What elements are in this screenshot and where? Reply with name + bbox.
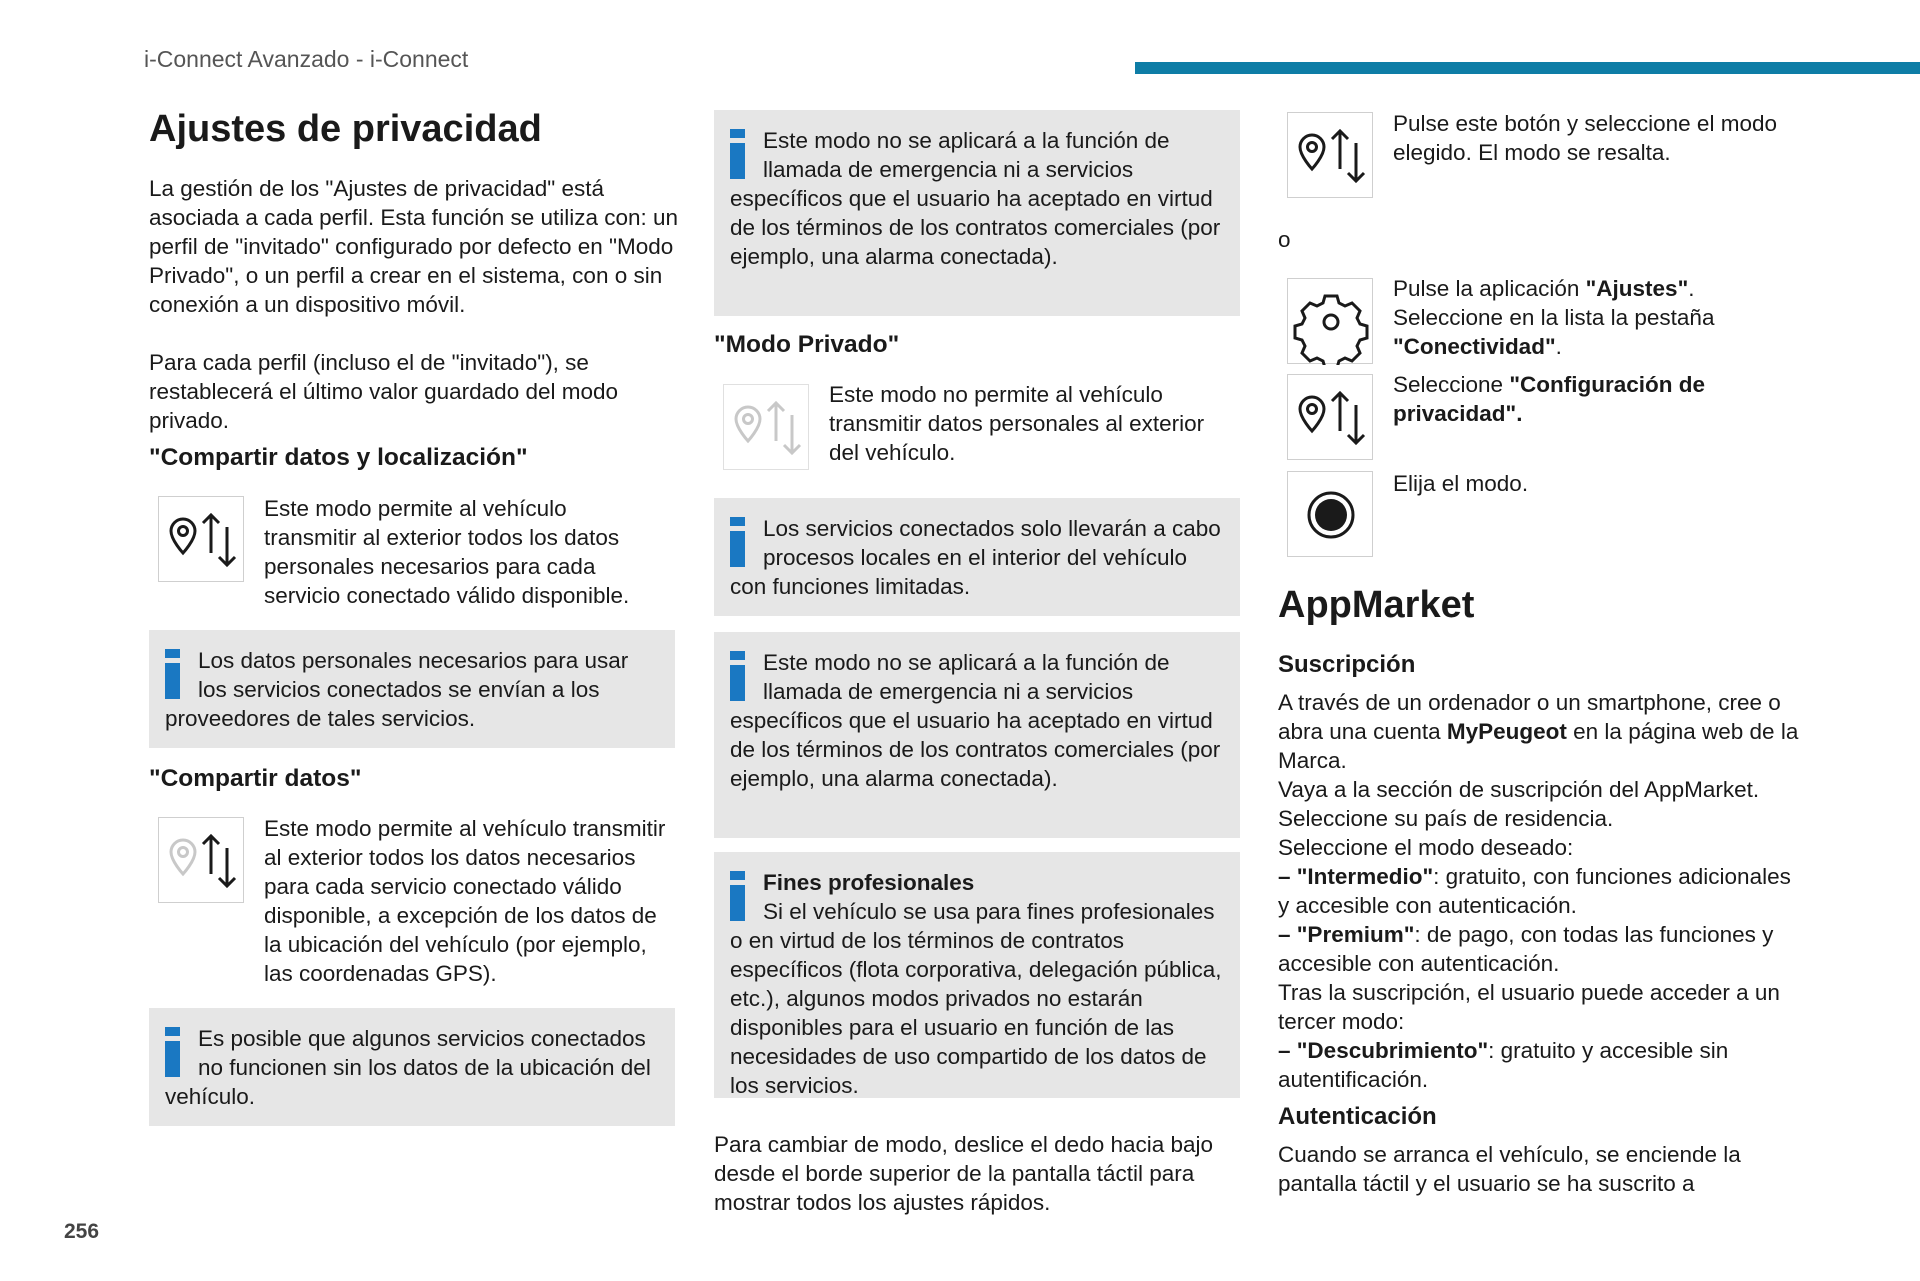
info-note-emergency-1 [714,110,1240,316]
change-mode-instructions: Para cambiar de modo, deslice el dedo hacia bajo desde el borde superior de la pantalla táctil para mostrar todos los ajustes rápidos. [714,1132,1214,1215]
info-note-text: Este modo no se aplicará a la función de llamada de emergencia ni a servicios específicos que el usuario ha aceptado en virtud de los términos de los contratos comerciales (por ejemplo, una alarma conectada). [730,650,1221,791]
info-note-personal-data [149,630,675,748]
radio-selected-icon [1287,471,1373,557]
private-mode-icon [723,384,809,470]
mode-private-text: Este modo no permite al vehículo transmitir datos personales al exterior del vehículo. [829,382,1205,465]
info-note-text: Los datos personales necesarios para usar los servicios conectados se envían a los proveedores de tales servicios. [165,648,629,731]
info-icon [730,517,745,567]
section-title-appmarket: AppMarket [1278,584,1475,626]
mode-share-data-location-title: "Compartir datos y localización" [149,444,528,471]
or-separator: o [1278,227,1291,252]
privacy-intro-2: Para cada perfil (incluso el de "invitado"), se restablecerá el último valor guardado del modo privado. [149,350,619,433]
info-note-professional-use [714,852,1240,1098]
settings-gear-icon [1287,278,1373,364]
step-choose-mode: Elija el modo. [1393,471,1529,496]
info-icon [165,1027,180,1077]
privacy-mode-button-icon [1287,112,1373,198]
info-note-title: Fines profesionales [763,870,975,895]
data-share-no-location-icon [158,817,244,903]
step-select-privacy-config: Seleccione "Configuración de privacidad". [1393,372,1705,426]
info-icon [730,129,745,179]
mode-share-data-text: Este modo permite al vehículo transmitir al exterior todos los datos necesarios para cada servicio conectado válido disponible, a excepción de los datos de la ubicación del vehículo (por ejemplo, las coordenadas GPS). [264,816,666,986]
info-icon [730,871,745,921]
header-accent-bar [1135,62,1920,74]
info-note-text: Este modo no se aplicará a la función de llamada de emergencia ni a servicios específicos que el usuario ha aceptado en virtud de los términos de los contratos comerciales (por ejemplo, una alarma conectada). [730,128,1221,269]
authentication-text: Cuando se arranca el vehículo, se enciende la pantalla táctil y el usuario se ha suscrito a [1278,1142,1741,1196]
privacy-config-icon [1287,374,1373,460]
mode-share-data-location-text: Este modo permite al vehículo transmitir al exterior todos los datos personales necesarios para cada servicio conectado válido disponible. [264,496,630,608]
info-note-emergency-2 [714,632,1240,838]
running-header: i-Connect Avanzado - i-Connect [144,46,469,72]
authentication-title: Autenticación [1278,1103,1437,1130]
location-share-icon [158,496,244,582]
info-note-text: Es posible que algunos servicios conectados no funcionen sin los datos de la ubicación del vehículo. [165,1026,651,1109]
step-press-button: Pulse este botón y seleccione el modo elegido. El modo se resalta. [1393,111,1777,165]
info-note-location-services [149,1008,675,1126]
subscription-text: A través de un ordenador o un smartphone, cree o abra una cuenta MyPeugeot en la página web de la Marca. Vaya a la sección de suscripción del AppMarket. Seleccione su país de residencia. Seleccione el modo deseado: – "Intermedio": gratuito, con funciones adicionales y accesible con autenticación. – "Premium": de pago, con todas las funciones y accesible con autenticación. Tras la suscripción, el usuario puede acceder a un tercer modo: – "Descubrimiento": gratuito y accesible sin autentificación. [1278,690,1799,1092]
page-number: 256 [64,1220,100,1243]
step-open-settings: Pulse la aplicación "Ajustes". Seleccione en la lista la pestaña "Conectividad". [1393,276,1715,359]
mode-private-title: "Modo Privado" [714,331,900,358]
mode-share-data-title: "Compartir datos" [149,765,362,792]
subscription-title: Suscripción [1278,651,1416,678]
privacy-intro: La gestión de los "Ajustes de privacidad" está asociada a cada perfil. Esta función se utiliza con: un perfil de "invitado" configurado por defecto en "Modo Privado", o un perfil a crear en el sistema, con o sin conexión a un dispositivo móvil. [149,176,679,317]
info-icon [730,651,745,701]
info-note-text: Los servicios conectados solo llevarán a cabo procesos locales en el interior del vehículo con funciones limitadas. [730,516,1221,599]
info-note-text: Si el vehículo se usa para fines profesionales o en virtud de los términos de contratos específicos (flota corporativa, delegación pública, etc.), algunos modos privados no estarán disponibles para el usuario en función de las necesidades de uso compartido de los datos de los servicios. [730,899,1222,1098]
section-title-privacy: Ajustes de privacidad [149,108,542,150]
info-note-local-processing [714,498,1240,616]
info-icon [165,649,180,699]
